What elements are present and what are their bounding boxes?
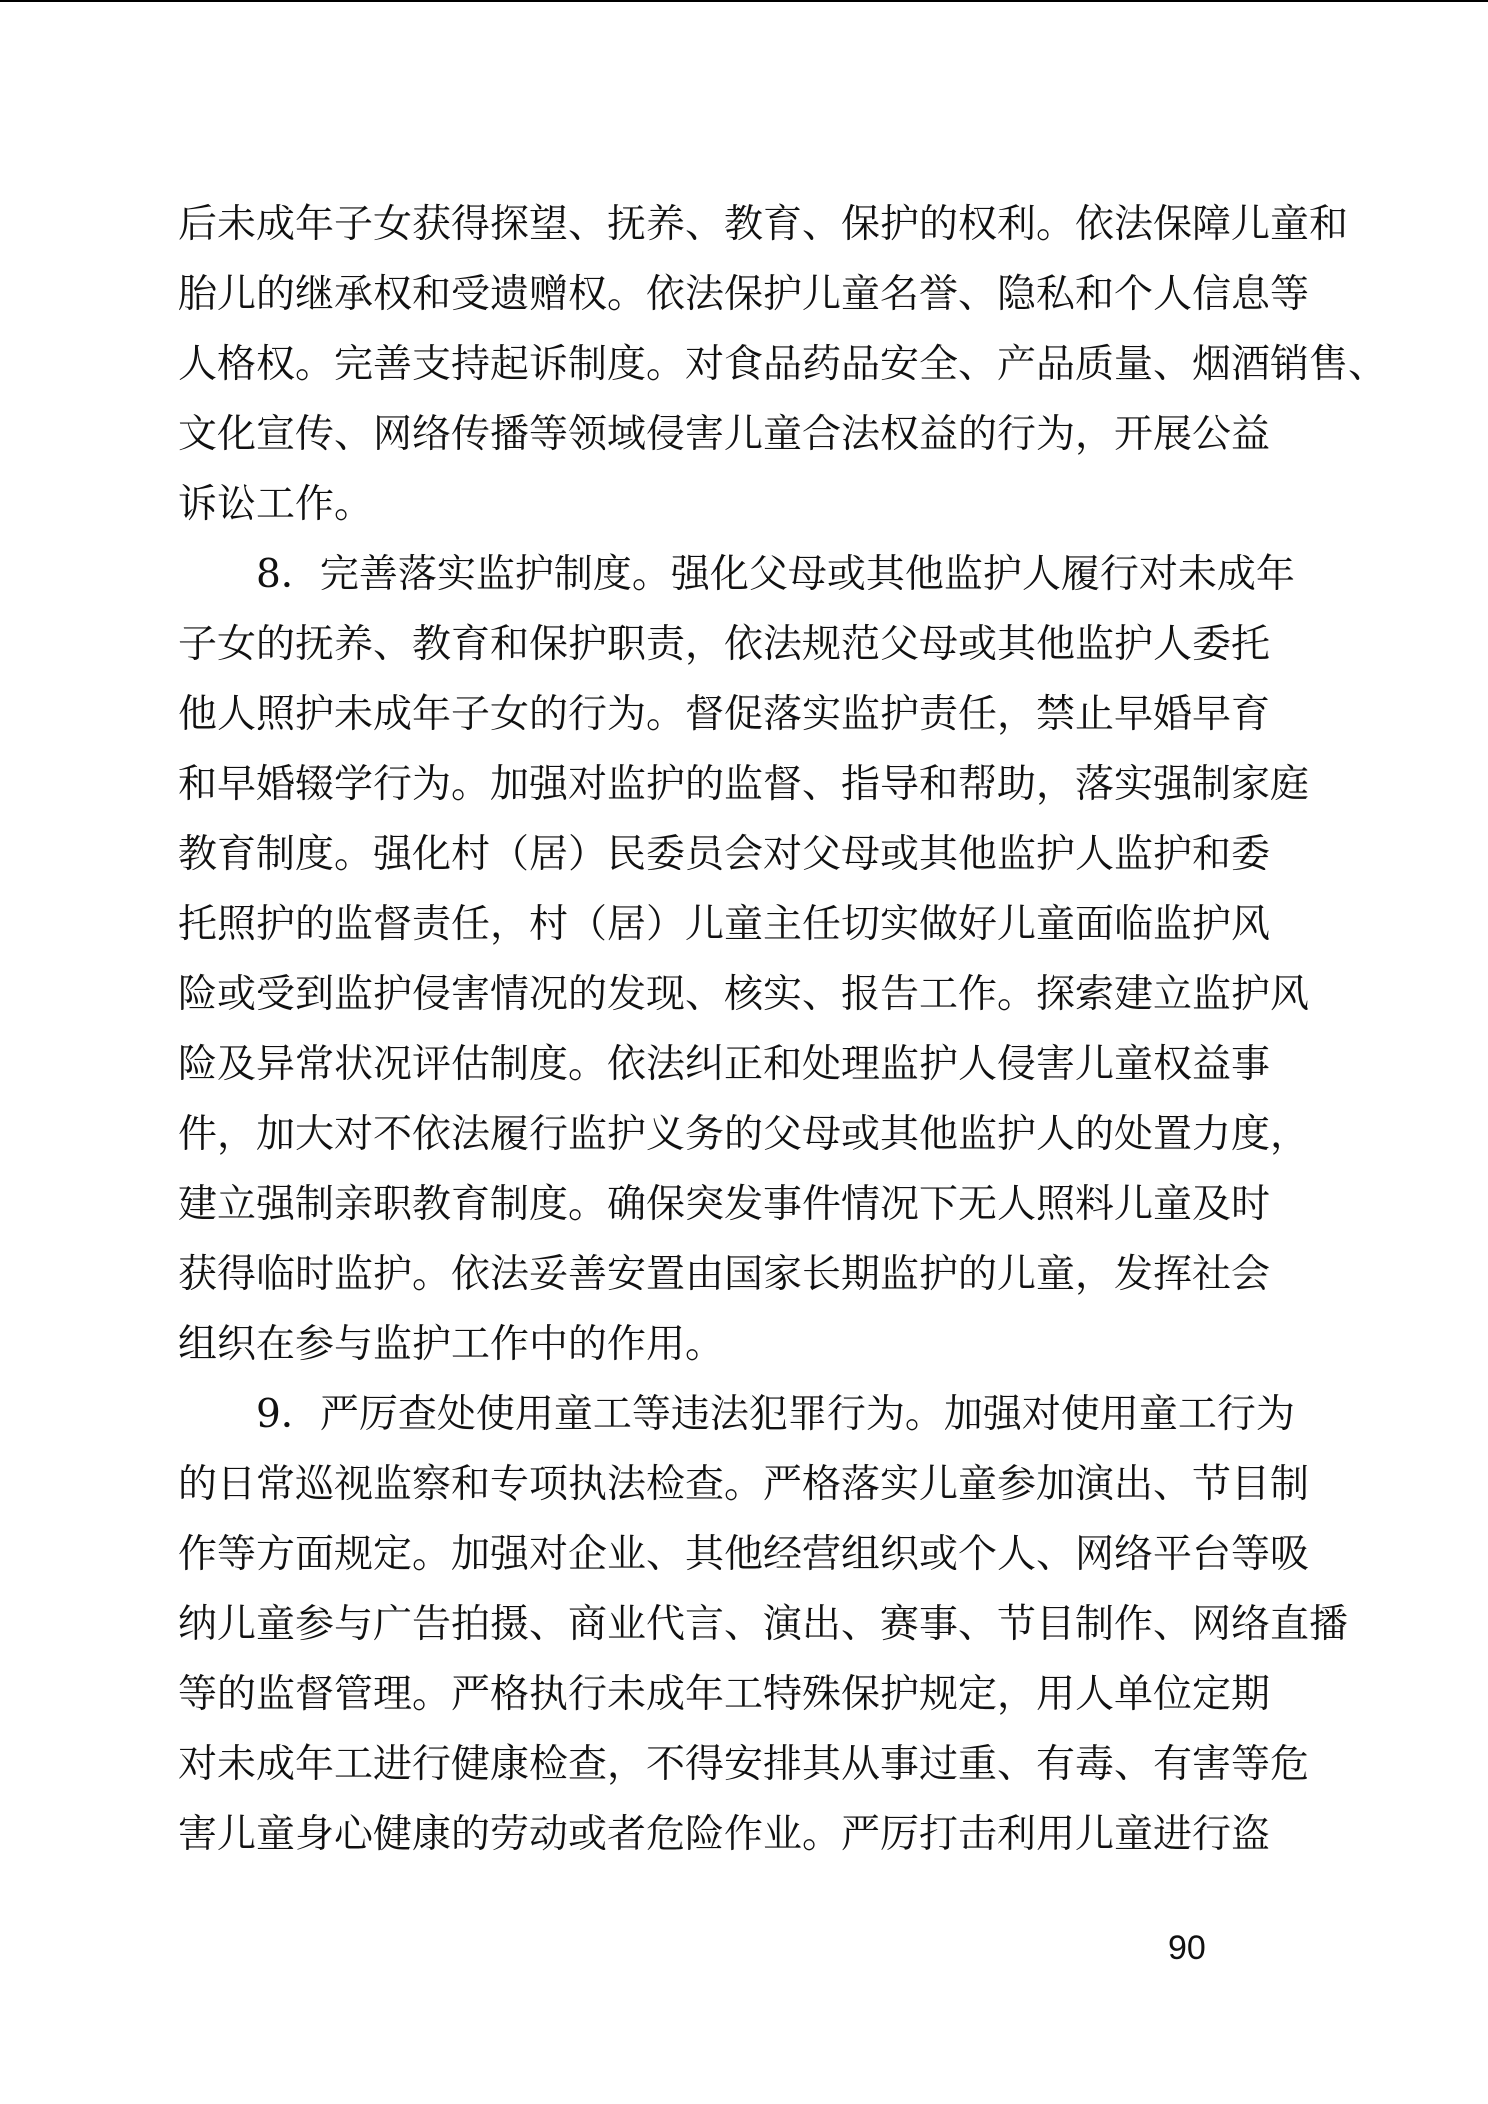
text-line-1: 后未成年子女获得探望、抚养、教育、保护的权利。依法保障儿童和 <box>178 202 1349 247</box>
text-line-21: 纳儿童参与广告拍摄、商业代言、演出、赛事、节目制作、网络直播 <box>178 1602 1349 1647</box>
text-line-23: 对未成年工进行健康检查，不得安排其从事过重、有毒、有害等危 <box>178 1742 1310 1787</box>
text-line-4: 文化宣传、网络传播等领域侵害儿童合法权益的行为，开展公益 <box>178 412 1271 457</box>
text-line-16: 获得临时监护。依法妥善安置由国家长期监护的儿童，发挥社会 <box>178 1252 1271 1297</box>
text-line-24: 害儿童身心健康的劳动或者危险作业。严厉打击利用儿童进行盗 <box>178 1812 1271 1857</box>
text-line-2: 胎儿的继承权和受遗赠权。依法保护儿童名誉、隐私和个人信息等 <box>178 272 1310 317</box>
text-line-13: 险及异常状况评估制度。依法纠正和处理监护人侵害儿童权益事 <box>178 1042 1271 1087</box>
text-line-17: 组织在参与监护工作中的作用。 <box>178 1322 725 1367</box>
text-line-7: 子女的抚养、教育和保护职责，依法规范父母或其他监护人委托 <box>178 622 1271 667</box>
text-line-22: 等的监督管理。严格执行未成年工特殊保护规定，用人单位定期 <box>178 1672 1271 1717</box>
text-line-15: 建立强制亲职教育制度。确保突发事件情况下无人照料儿童及时 <box>178 1182 1271 1227</box>
text-line-20: 作等方面规定。加强对企业、其他经营组织或个人、网络平台等吸 <box>178 1532 1310 1577</box>
text-line-6: 8．完善落实监护制度。强化父母或其他监护人履行对未成年 <box>178 552 1295 597</box>
top-border-line <box>0 0 1488 2</box>
text-line-8: 他人照护未成年子女的行为。督促落实监护责任，禁止早婚早育 <box>178 692 1271 737</box>
page-number: 90 <box>1168 1929 1206 1967</box>
text-line-9: 和早婚辍学行为。加强对监护的监督、指导和帮助，落实强制家庭 <box>178 762 1310 807</box>
text-line-10: 教育制度。强化村（居）民委员会对父母或其他监护人监护和委 <box>178 832 1271 877</box>
text-line-18: 9．严厉查处使用童工等违法犯罪行为。加强对使用童工行为 <box>178 1392 1295 1437</box>
text-line-14: 件，加大对不依法履行监护义务的父母或其他监护人的处置力度， <box>178 1112 1310 1157</box>
text-line-3: 人格权。完善支持起诉制度。对食品药品安全、产品质量、烟酒销售、 <box>178 342 1388 387</box>
text-line-11: 托照护的监督责任，村（居）儿童主任切实做好儿童面临监护风 <box>178 902 1271 947</box>
text-line-19: 的日常巡视监察和专项执法检查。严格落实儿童参加演出、节目制 <box>178 1462 1310 1507</box>
document-body <box>178 190 1388 1870</box>
text-line-12: 险或受到监护侵害情况的发现、核实、报告工作。探索建立监护风 <box>178 972 1310 1017</box>
text-line-5: 诉讼工作。 <box>178 482 374 527</box>
